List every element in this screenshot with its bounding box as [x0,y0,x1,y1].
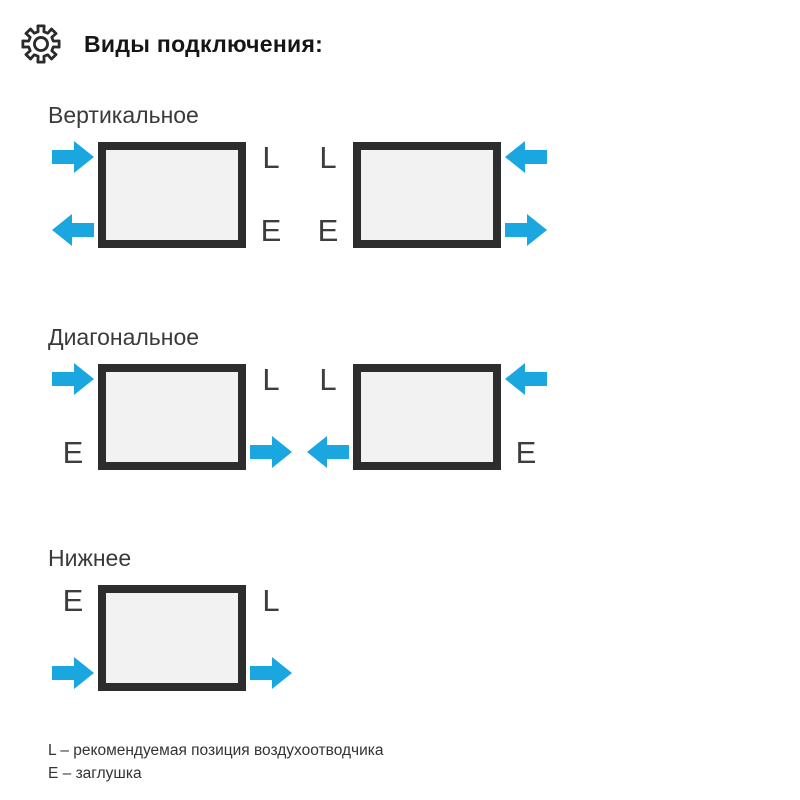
flow-arrow-left-icon [501,361,551,397]
legend [48,739,384,785]
port-label-e: E [260,212,282,248]
diagram-row [48,361,800,470]
port-label-l: L [262,139,280,175]
section-diagonal [0,322,800,470]
port-label-l: L [262,361,280,397]
radiator-body [98,142,246,248]
flow-arrow-right-icon [246,434,296,470]
radiator-diagram [303,139,551,248]
radiator-diagram [48,582,296,691]
diagram-row [48,139,800,248]
diagram-row [48,582,800,691]
radiator-body [98,585,246,691]
port-label-l: L [262,582,280,618]
port-label-e: E [62,582,84,618]
flow-arrow-right-icon [48,361,98,397]
legend-line-l: L – рекомендуемая позиция воздухоотводчика [48,742,384,759]
port-label-e: E [62,434,84,470]
port-label-l: L [319,361,337,397]
radiator-diagram [48,361,296,470]
flow-arrow-right-icon [48,655,98,691]
flow-arrow-left-icon [303,434,353,470]
header [20,23,323,65]
flow-arrow-right-icon [48,139,98,175]
section-bottom [0,543,800,691]
flow-arrow-left-icon [501,139,551,175]
flow-arrow-left-icon [48,212,98,248]
flow-arrow-right-icon [246,655,296,691]
port-label-l: L [319,139,337,175]
legend-line-e: E – заглушка [48,765,142,782]
section-vertical [0,100,800,248]
radiator-body [98,364,246,470]
page-title: Виды подключения: [84,30,324,57]
radiator-body [353,142,501,248]
radiator-body [353,364,501,470]
port-label-e: E [515,434,537,470]
gear-icon [20,23,62,65]
section-label-bottom: Нижнее [48,545,132,571]
port-label-e: E [317,212,339,248]
radiator-diagram [48,139,296,248]
radiator-diagram [303,361,551,470]
section-label-vertical: Вертикальное [48,102,199,128]
flow-arrow-right-icon [501,212,551,248]
section-label-diagonal: Диагональное [48,324,200,350]
